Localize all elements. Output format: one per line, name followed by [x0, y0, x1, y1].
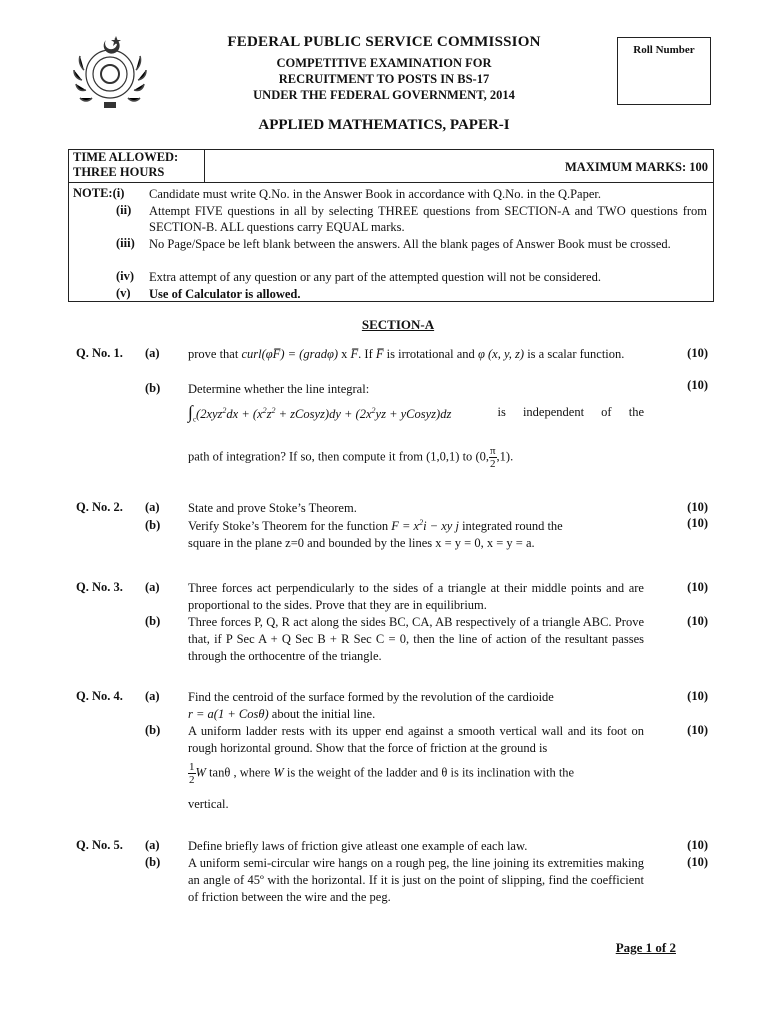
- note-item: Candidate must write Q.No. in the Answer Book in accordance with Q.No. in the Q.Paper.: [149, 187, 601, 201]
- part-label: (a): [145, 689, 160, 703]
- marks: (10): [687, 689, 708, 703]
- question-text: prove that curl(φF̅) = (gradφ) x F̅. If F̅ is irrotational and φ (x, y, z) is a scalar function.: [188, 347, 625, 361]
- part-label: (a): [145, 580, 160, 594]
- box-divider: [68, 182, 713, 183]
- question-text: A uniform ladder rests with its upper end against a smooth vertical wall and its foot on rough horizontal ground. Show that the force of friction at the ground is: [188, 724, 644, 755]
- line-integral: $\int_c(2xyz^2dx + (x^2z^2$ + zCosyz)dy + ($2x^2yz$ + yCosyz)dz is independent of the: [188, 402, 644, 424]
- question-text: State and prove Stoke’s Theorem.: [188, 501, 357, 515]
- marks: (10): [687, 723, 708, 737]
- exam-subtitle: COMPETITIVE EXAMINATION FOR RECRUITMENT TO POSTS IN BS-17 UNDER THE FEDERAL GOVERNMENT, 2014: [253, 56, 515, 102]
- part-label: (b): [145, 723, 161, 737]
- section-title: SECTION-A: [361, 317, 435, 332]
- question-number: Q. No. 1.: [76, 346, 123, 360]
- question-text: path of integration? If so, then compute it from (1,0,1) to (0, $\frac{\pi}{2}$ ,1).: [188, 445, 514, 470]
- fpsc-seal-icon: [70, 30, 150, 112]
- marks: (10): [687, 855, 708, 869]
- question-text: vertical.: [188, 797, 229, 811]
- part-label: (b): [145, 855, 161, 869]
- part-label: (a): [145, 500, 160, 514]
- question-text: Verify Stoke’s Theorem for the function $F = x^2i$ − xy j integrated round the square in the plane z=0 and bounded by the lines x = y = 0, x = y = a.: [188, 517, 563, 550]
- part-label: (b): [145, 518, 161, 532]
- question-text: Three forces P, Q, R act along the sides BC, CA, AB respectively of a triangle ABC. Prove that, if P Sec A + Q Sec B + R Sec C = 0, then the line of action of the resultant passes through the orthocentre of the triangle.: [188, 615, 644, 663]
- part-label: (a): [145, 838, 160, 852]
- part-label: (b): [145, 614, 161, 628]
- note-item: Use of Calculator is allowed.: [149, 287, 301, 301]
- note-label: NOTE:(i): [73, 186, 125, 200]
- marks: (10): [687, 614, 708, 628]
- question-text: Find the centroid of the surface formed by the revolution of the cardioide r = a(1 + Cosθ) about the initial line.: [188, 690, 554, 721]
- question-number: Q. No. 3.: [76, 580, 123, 594]
- marks: (10): [687, 378, 708, 392]
- question-text: $\frac{1}{2}$ W tanθ , where W is the weight of the ladder and θ is its inclination with the: [189, 761, 575, 786]
- roll-number-label: Roll Number: [633, 44, 695, 56]
- box-divider: [204, 149, 205, 182]
- note-item: Attempt FIVE questions in all by selecting THREE questions from SECTION-A and TWO questions from SECTION-B. ALL questions carry EQUAL marks.: [149, 204, 707, 234]
- question-text: Three forces act perpendicularly to the sides of a triangle at their middle points and are proportional to the sides. Prove that they are in equilibrium.: [188, 581, 644, 612]
- note-item: No Page/Space be left blank between the answers. All the blank pages of Answer Book must be crossed.: [149, 237, 671, 251]
- question-text: Determine whether the line integral:: [188, 382, 370, 396]
- question-text: A uniform semi-circular wire hangs on a rough peg, the line joining its extremities making an angle of 45º with the horizontal. If it is just on the point of slipping, find the coefficient of friction between the wire and the peg.: [188, 856, 644, 904]
- paper-title: APPLIED MATHEMATICS, PAPER-I: [258, 117, 510, 133]
- marks: (10): [687, 838, 708, 852]
- marks: (10): [687, 516, 708, 530]
- marks: (10): [687, 500, 708, 514]
- marks: (10): [687, 580, 708, 594]
- roll-number-box: [617, 37, 711, 105]
- note-number: (iii): [116, 236, 135, 250]
- note-item: Extra attempt of any question or any part of the attempted question will not be considered.: [149, 270, 601, 284]
- note-number: (v): [116, 286, 131, 300]
- question-text: Define briefly laws of friction give atleast one example of each law.: [188, 839, 528, 853]
- marks: (10): [687, 346, 708, 360]
- commission-title: FEDERAL PUBLIC SERVICE COMMISSION: [227, 34, 541, 50]
- question-number: Q. No. 4.: [76, 689, 123, 703]
- question-number: Q. No. 2.: [76, 500, 123, 514]
- question-number: Q. No. 5.: [76, 838, 123, 852]
- part-label: (a): [145, 346, 160, 360]
- page-number: Page 1 of 2: [615, 940, 676, 955]
- maximum-marks: MAXIMUM MARKS: 100: [564, 160, 708, 174]
- time-allowed: TIME ALLOWED: THREE HOURS: [73, 150, 179, 179]
- part-label: (b): [145, 381, 161, 395]
- note-number: (ii): [116, 203, 132, 217]
- note-number: (iv): [116, 269, 135, 283]
